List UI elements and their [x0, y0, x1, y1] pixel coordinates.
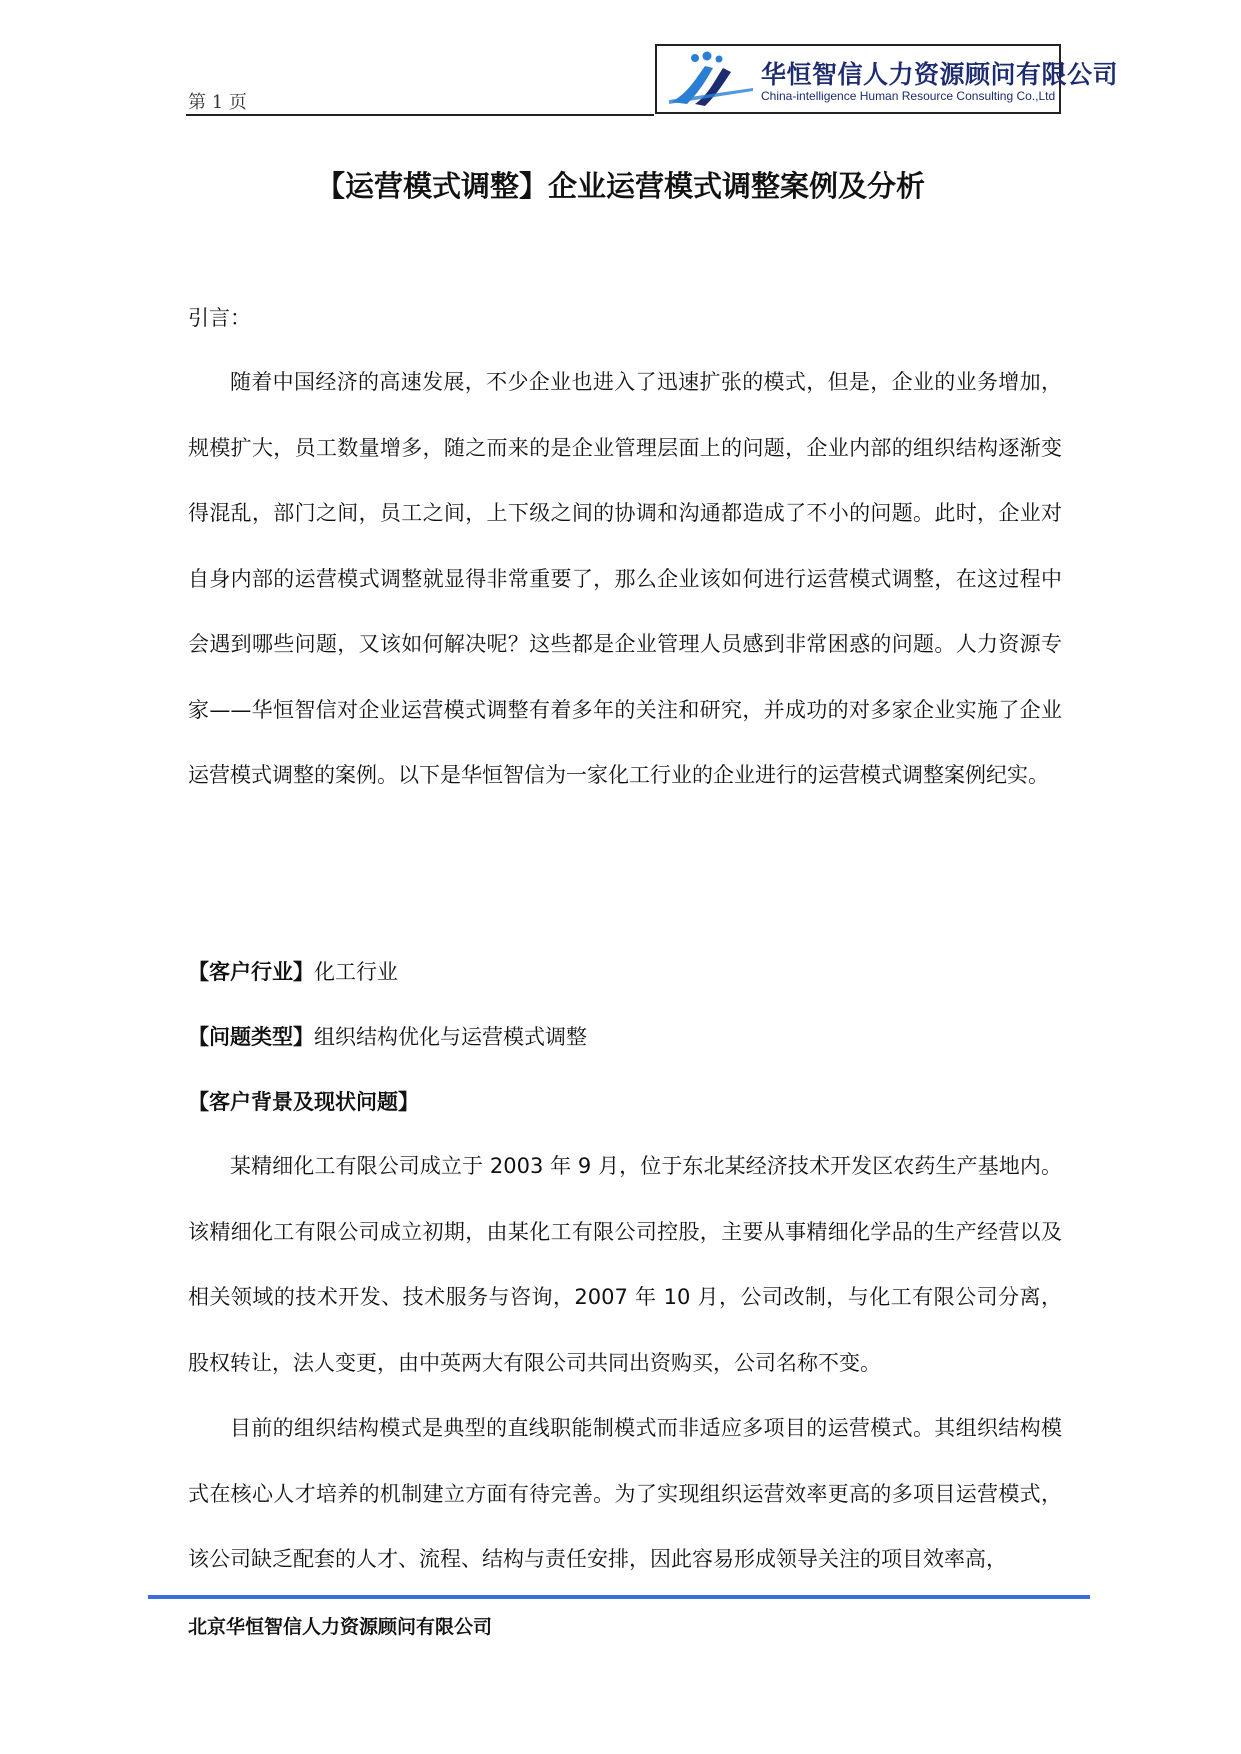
document-title: 【运营模式调整】企业运营模式调整案例及分析 [315, 169, 925, 203]
background-heading [188, 1086, 419, 1116]
industry-value: 化工行业 [314, 960, 398, 984]
header-rule [186, 114, 654, 116]
problem-type-key: 【问题类型】 [188, 1025, 314, 1049]
problem-type-value: 组织结构优化与运营模式调整 [314, 1025, 587, 1049]
logo-company-name-en: China-intelligence Human Resource Consulting Co.,Ltd [761, 89, 1056, 103]
background-paragraph-2: 目前的组织结构模式是典型的直线职能制模式而非适应多项目的运营模式。其组织结构模式在核心人才培养的机制建立方面有待完善。为了实现组织运营效率更高的多项目运营模式，该公司缺乏配套的人才、流程、结构与责任安排，因此容易形成领导关注的项目效率高， [188, 1416, 1062, 1571]
problem-type-field [188, 1021, 587, 1051]
page-number: 第 1 页 [188, 92, 247, 113]
intro-label: 引言： [188, 306, 251, 330]
logo-mark-icon [665, 50, 757, 108]
logo-company-name-cn: 华恒智信人力资源顾问有限公司 [761, 60, 1119, 89]
industry-field [188, 956, 398, 986]
footer-company: 北京华恒智信人力资源顾问有限公司 [188, 1616, 493, 1638]
background-key: 【客户背景及现状问题】 [188, 1090, 419, 1114]
intro-paragraph: 随着中国经济的高速发展，不少企业也进入了迅速扩张的模式，但是，企业的业务增加，规模扩大，员工数量增多，随之而来的是企业管理层面上的问题，企业内部的组织结构逐渐变得混乱，部门之间，员工之间，上下级之间的协调和沟通都造成了不小的问题。此时，企业对自身内部的运营模式调整就显得非常重要了，那么企业该如何进行运营模式调整，在这过程中会遇到哪些问题，又该如何解决呢？这些都是企业管理人员感到非常困惑的问题。人力资源专家——华恒智信对企业运营模式调整有着多年的关注和研究，并成功的对多家企业实施了企业运营模式调整的案例。以下是华恒智信为一家化工行业的企业进行的运营模式调整案例纪实。 [188, 370, 1062, 787]
company-logo [655, 44, 1119, 114]
background-paragraph-1: 某精细化工有限公司成立于 2003 年 9 月，位于东北某经济技术开发区农药生产基地内。该精细化工有限公司成立初期，由某化工有限公司控股，主要从事精细化学品的生产经营以及相关领域的技术开发、技术服务与咨询，2007 年 10 月，公司改制，与化工有限公司分离，股权转让，法人变更，由中英两大有限公司共同出资购买，公司名称不变。 [188, 1154, 1062, 1375]
footer-rule [148, 1595, 1090, 1599]
industry-key: 【客户行业】 [188, 960, 314, 984]
